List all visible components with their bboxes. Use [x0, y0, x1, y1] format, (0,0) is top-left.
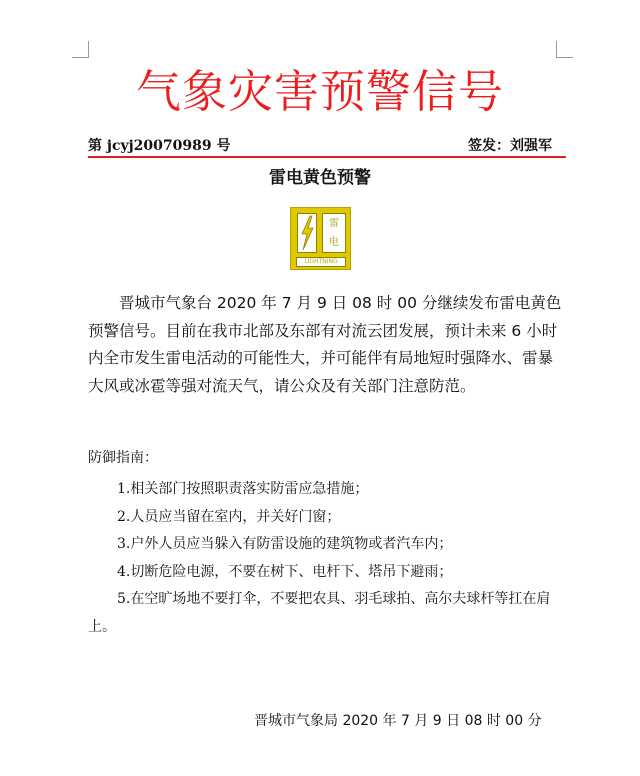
- signal-char-1: 雷: [329, 218, 339, 229]
- red-divider-line: [88, 156, 566, 158]
- signal-char-2: 电: [329, 237, 339, 248]
- defense-guide-heading: 防御指南：: [88, 450, 158, 466]
- page-corner-mark-top-right: [556, 41, 573, 58]
- document-number: 第 jcyj20070989 号: [88, 138, 231, 154]
- warning-title: 雷电黄色预警: [269, 168, 371, 188]
- page-corner-mark-top-left: [72, 41, 89, 58]
- signal-chinese-label: [322, 213, 346, 253]
- warning-body-paragraph: 晋城市气象台 2020 年 7 月 9 日 08 时 00 分继续发布雷电黄色预警信号。目前在我市北部及东部有对流云团发展，预计未来 6 小时内全市发生雷电活动的可能性大，并可能伴有局地短时强降水、雷暴大风或冰雹等强对流天气，请公众及有关部门注意防范。: [88, 294, 562, 395]
- list-item: 5.在空旷场地不要打伞，不要把农具、羽毛球拍、高尔夫球杆等扛在肩上。: [88, 591, 551, 635]
- document-title: 气象灾害预警信号: [135, 65, 504, 118]
- signal-english-label: LIGHTNING: [296, 257, 346, 267]
- defense-guide-list: [88, 476, 563, 641]
- list-item: 4.切断危险电源，不要在树下、电杆下、塔吊下避雨；: [117, 563, 453, 580]
- lightning-bolt-icon: [297, 213, 317, 253]
- list-item: 3.户外人员应当躲入有防雷设施的建筑物或者汽车内；: [117, 536, 453, 552]
- issuer-signature: 签发：刘强军: [468, 138, 552, 154]
- list-item: 1.相关部门按照职责落实防雷应急措施；: [117, 481, 369, 497]
- lightning-yellow-signal-icon: [290, 207, 351, 270]
- list-item: 2.人员应当留在室内，并关好门窗；: [117, 508, 341, 525]
- document-meta-row: [88, 136, 552, 156]
- issuing-agency-signature: 晋城市气象局 2020 年 7 月 9 日 08 时 00 分: [254, 713, 542, 729]
